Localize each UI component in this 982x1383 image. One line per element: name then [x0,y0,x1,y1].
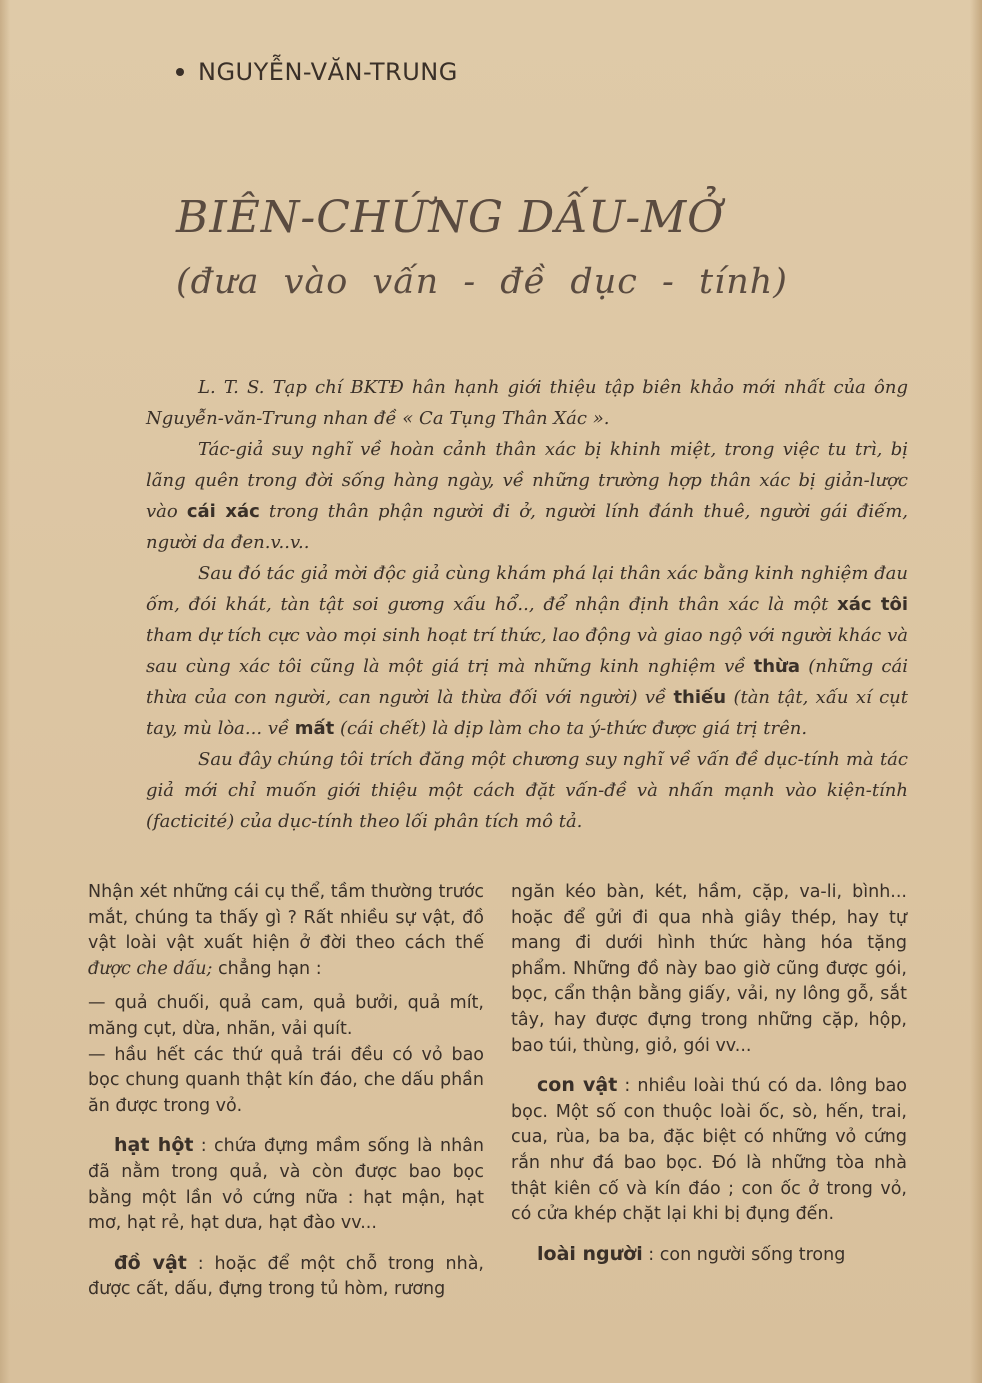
body-paragraph [88,880,484,982]
paper-edge-right [970,0,982,1383]
body-paragraph: — hầu hết các thứ quả trái đều có vỏ bao bọc chung quanh thật kín đáo, che dấu phần ăn được trong vỏ. [88,1044,484,1116]
body-text: : nhiều loài thú có da. lông bao bọc. Một số con thuộc loài ốc, sò, hến, trai, cua, rùa, ba ba, đặc biệt có những vỏ cứng rắn như đá bao bọc. Đó là những tòa nhà thật kiên cố và kín đáo ; con ốc ở trong vỏ, có cửa khép chặt lại khi bị đụng đến. [511,1076,908,1225]
intro-text: Tác-giả suy nghĩ về hoàn cảnh thân xác bị khinh miệt, trong việc tu trì, bị lãng quên trong đời sống hàng ngày, về những trường hợp thân xác bị giản-lược vào [146,439,908,522]
body-text: Nhận xét những cái cụ thể, tầm thường trước mắt, chúng ta thấy gì ? Rất nhiều sự vật, đồ vật loài vật xuất hiện ở đời theo cách thế [88,882,484,954]
editor-intro [146,372,908,837]
intro-paragraph-3 [146,558,908,744]
intro-text: Sau đó tác giả mời độc giả cùng khám phá lại thân xác bằng kinh nghiệm đau ốm, đói khát, tàn tật soi gương xấu hổ.., để nhận định thân xác là một [146,563,908,615]
body-paragraph [88,1133,484,1236]
intro-text: (cái chết) là dịp làm cho ta ý-thức được giá trị trên. [334,718,808,739]
body-column-left [88,880,484,1312]
body-paragraph [511,1073,907,1228]
intro-text: (tàn tật, xấu xí cụt tay, mù lòa... về [146,687,908,739]
author-name: NGUYỄN-VĂN-TRUNG [198,58,458,86]
intro-paragraph-1: L. T. S. Tạp chí BKTĐ hân hạnh giới thiệu tập biên khảo mới nhất của ông Nguyễn-văn-Trung nhan đề « Ca Tụng Thân Xác ». [146,377,908,429]
intro-emphasis: cái xác [186,501,260,522]
body-text: chẳng hạn : [212,958,322,979]
intro-emphasis: mất [294,718,335,739]
body-text: : con người sống trong [642,1244,846,1265]
author-line [176,58,458,86]
bullet-icon [176,68,184,76]
intro-text: trong thân phận người đi ở, người lính đánh thuê, người gái điếm, người da đen.v..v.. [146,501,908,553]
body-paragraph [88,1251,484,1303]
intro-paragraph-4: Sau đây chúng tôi trích đăng một chương suy nghĩ về vấn đề dục-tính mà tác giả mới chỉ muốn giới thiệu một cách đặt vấn-đề và nhấn mạnh vào kiện-tính (facticité) của dục-tính theo lối phân tích mô tả. [146,749,908,832]
term-heading: loài người [537,1242,643,1265]
intro-text: tham dự tích cực vào mọi sinh hoạt trí thức, lao động và giao ngộ với người khác và sau cùng xác tôi cũng là một giá trị mà những kinh nghiệm về [146,625,908,677]
body-text: : hoặc để một chỗ trong nhà, được cất, dấu, đựng trong tủ hòm, rương [88,1253,484,1300]
intro-emphasis: xác tôi [837,594,908,615]
term-heading: con vật [537,1074,618,1097]
term-heading: đồ vật [114,1251,187,1274]
body-text: : chứa đựng mầm sống là nhân đã nằm trong quả, và còn được bao bọc bằng một lần vỏ cứng nữa : hạt mận, hạt mơ, hạt rẻ, hạt dưa, hạt đào vv... [88,1136,484,1234]
intro-emphasis: thiếu [673,687,727,708]
article-title: BIÊN-CHỨNG DẤU-MỞ [176,192,725,243]
article-subtitle: (đưa vào vấn - đề dục - tính) [176,262,788,302]
body-column-right [511,880,907,1277]
intro-text: (những cái thừa của con người, can người là thừa đối với người) về [146,656,908,708]
body-paragraph: ngăn kéo bàn, két, hầm, cặp, va-li, bình... hoặc để gửi đi qua nhà giây thép, hay tự mang đi dưới hình thức hàng hóa tặng phẩm. Những đồ này bao giờ cũng được gói, bọc, cẩn thận bằng giấy, vải, ny lông gỗ, sắt tây, hay được đựng trong những cặp, hộp, bao túi, thùng, giỏ, gói vv... [511,882,907,1056]
term-heading: hạt hột [114,1134,194,1157]
body-paragraph: — quả chuối, quả cam, quả bưởi, quả mít, măng cụt, dừa, nhãn, vải quít. [88,993,484,1039]
body-paragraph [511,1242,907,1269]
body-italic: được che dấu; [88,958,213,979]
intro-paragraph-2 [146,434,908,558]
paper-edge-left [0,0,10,1383]
intro-emphasis: thừa [753,656,800,677]
